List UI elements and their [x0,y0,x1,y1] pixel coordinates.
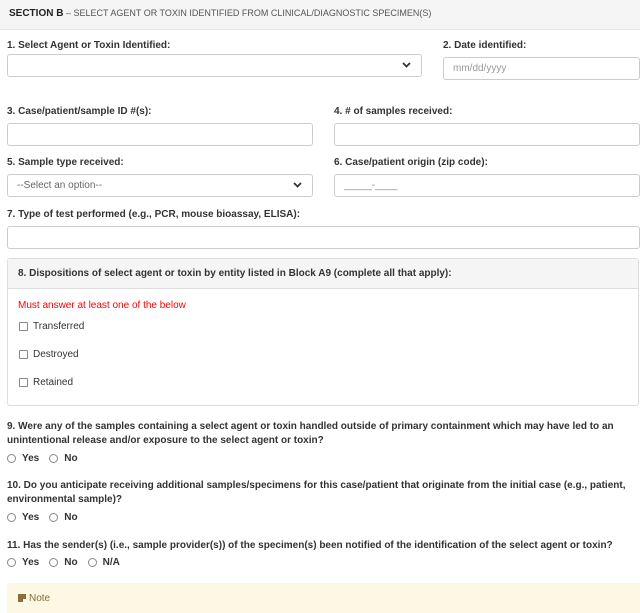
checkbox-label: Retained [33,377,74,388]
test-type-label: 7. Type of test performed (e.g., PCR, mouse bioassay, ELISA): [7,209,301,220]
case-id-input[interactable] [7,123,313,146]
section-separator: – [65,8,71,18]
radio-no[interactable] [49,557,77,568]
sample-type-select[interactable] [7,174,313,197]
dispositions-header: 8. Dispositions of select agent or toxin by entity listed in Block A9 (complete all that apply): [8,259,638,289]
question-10-options [7,512,88,523]
radio-icon[interactable] [7,558,16,567]
radio-label: No [64,557,78,568]
test-type-input[interactable] [7,226,640,249]
section-header [0,0,640,30]
question-10: 10. Do you anticipate receiving additional samples/specimens for this case/patient that originate from the initial case (e.g., patient, environmental sample)? [7,480,626,505]
sample-type-value: --Select an option-- [17,180,103,191]
checkbox-transferred[interactable] [19,321,84,332]
checkbox-destroyed[interactable] [19,349,79,360]
question-9: 9. Were any of the samples containing a select agent or toxin handled outside of primary containment which may have led to an unintentional release and/or exposure to the select agent or toxin? [7,421,614,446]
date-placeholder: mm/dd/yyyy [453,63,507,74]
checkbox-icon[interactable] [19,350,28,359]
note-label: Note [29,592,51,604]
checkbox-label: Destroyed [33,349,79,360]
zip-label: 6. Case/patient origin (zip code): [334,157,488,168]
checkbox-icon[interactable] [19,322,28,331]
checkbox-icon[interactable] [19,378,28,387]
question-11: 11. Has the sender(s) (i.e., sample provider(s)) of the specimen(s) been notified of the identification of the select agent or toxin? [7,540,613,551]
radio-label: Yes [22,453,40,464]
zip-input[interactable] [334,174,640,197]
zip-mask: _____-____ [344,180,398,191]
radio-yes[interactable] [7,557,39,568]
agent-select[interactable] [7,54,422,77]
dispositions-panel [7,258,639,406]
dispositions-warning: Must answer at least one of the below [18,300,186,311]
date-input[interactable] [443,57,640,80]
radio-icon[interactable] [88,558,97,567]
radio-icon[interactable] [49,454,58,463]
agent-label: 1. Select Agent or Toxin Identified: [7,40,171,51]
num-samples-input[interactable] [334,123,640,146]
checkbox-retained[interactable] [19,377,73,388]
radio-label: Yes [22,557,40,568]
chevron-down-icon [293,182,302,188]
num-samples-label: 4. # of samples received: [334,106,453,117]
note-icon [18,594,26,602]
case-id-label: 3. Case/patient/sample ID #(s): [7,106,152,117]
radio-label: N/A [102,557,120,568]
question-9-options [7,453,88,464]
section-label: SECTION B [9,8,64,19]
radio-na[interactable] [88,557,120,568]
radio-yes[interactable] [7,512,39,523]
radio-icon[interactable] [49,513,58,522]
section-title: SELECT AGENT OR TOXIN IDENTIFIED FROM CLINICAL/DIAGNOSTIC SPECIMEN(S) [73,8,432,18]
radio-icon[interactable] [49,558,58,567]
sample-type-label: 5. Sample type received: [7,157,124,168]
radio-no[interactable] [49,453,77,464]
checkbox-label: Transferred [33,321,85,332]
radio-label: Yes [22,512,40,523]
date-label: 2. Date identified: [443,40,527,51]
radio-icon[interactable] [7,513,16,522]
radio-no[interactable] [49,512,77,523]
radio-label: No [64,453,78,464]
radio-icon[interactable] [7,454,16,463]
chevron-down-icon [402,62,411,68]
note-box [7,583,640,613]
question-11-options [7,557,130,568]
radio-label: No [64,512,78,523]
radio-yes[interactable] [7,453,39,464]
